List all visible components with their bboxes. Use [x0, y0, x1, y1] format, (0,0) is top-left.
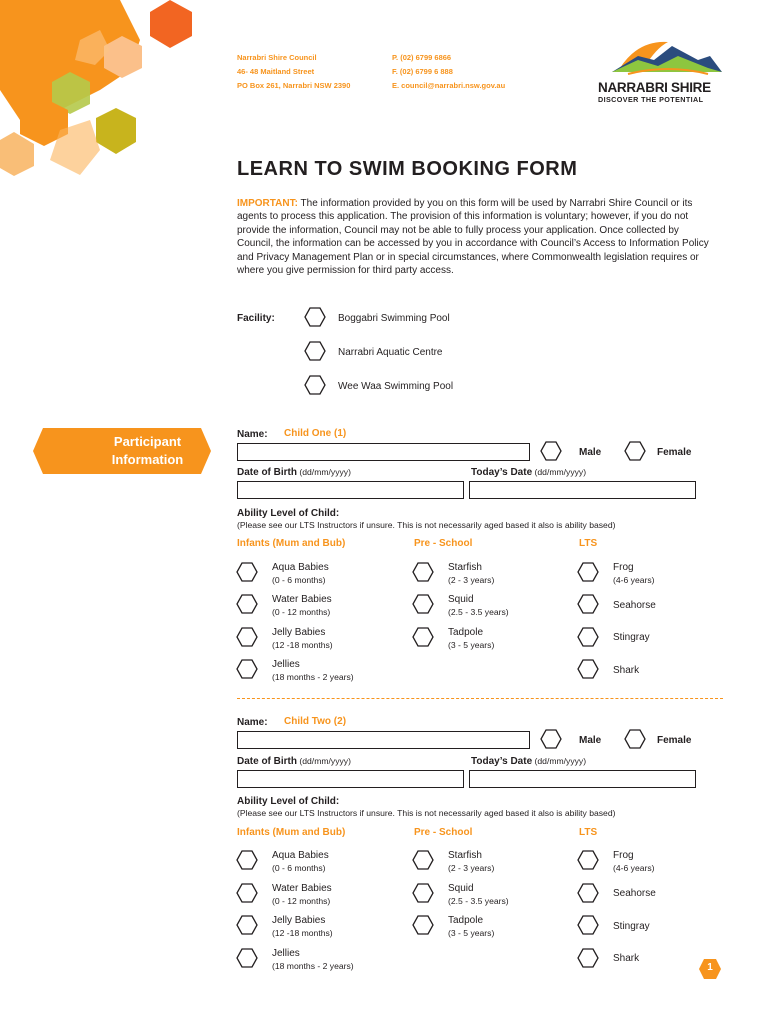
level-name: Aqua Babies [272, 850, 329, 861]
level-age: (12 -18 months) [272, 640, 333, 650]
dob-label: Date of Birth (dd/mm/yyyy) [237, 756, 351, 767]
level-checkbox-seahorse[interactable] [577, 883, 599, 903]
level-name: Stingray [613, 921, 650, 932]
male-label: Male [579, 447, 602, 458]
level-checkbox-jellies[interactable] [236, 659, 258, 679]
level-age: (2 - 3 years) [448, 575, 495, 585]
name-label: Name: [237, 429, 268, 440]
level-age: (2.5 - 3.5 years) [448, 607, 509, 617]
facility-checkbox-boggabri[interactable] [304, 307, 326, 327]
level-name: Shark [613, 665, 640, 676]
level-age: (0 - 6 months) [272, 863, 326, 873]
level-checkbox-shark[interactable] [577, 659, 599, 679]
facility-option-label: Boggabri Swimming Pool [338, 313, 450, 324]
child-one-female-checkbox[interactable] [624, 441, 646, 461]
level-checkbox-jelly-babies[interactable] [236, 915, 258, 935]
facility-checkbox-narrabri[interactable] [304, 341, 326, 361]
section-divider [237, 698, 723, 699]
level-age: (4-6 years) [613, 575, 655, 585]
level-name: Jellies [272, 659, 300, 670]
level-name: Starfish [448, 850, 482, 861]
level-age: (18 months - 2 years) [272, 672, 354, 682]
level-checkbox-tadpole[interactable] [412, 627, 434, 647]
important-text: The information provided by you on this form will be used by Narrabri Shire Council or its agents to process this application. The provision of this information is voluntary; however, if you do not provide the information, Council may not be able to fully process your application. Once collected by Council, the information can be accessed by you in accordance with Council’s Access to Information Policy and Privacy Management Plan or in special circumstances, where Commonwealth legislation requires or where you give permission for third party access. [237, 198, 709, 277]
privacy-notice [237, 197, 709, 277]
level-checkbox-jellies[interactable] [236, 948, 258, 968]
level-age: (2.5 - 3.5 years) [448, 896, 509, 906]
category-infants: Infants (Mum and Bub) [237, 538, 346, 549]
logo-tagline: DISCOVER THE POTENTIAL [598, 95, 704, 104]
female-label: Female [657, 447, 692, 458]
form-title: LEARN TO SWIM BOOKING FORM [237, 158, 578, 180]
level-checkbox-shark[interactable] [577, 948, 599, 968]
level-age: (3 - 5 years) [448, 928, 495, 938]
level-checkbox-water-babies[interactable] [236, 883, 258, 903]
level-checkbox-frog[interactable] [577, 850, 599, 870]
level-name: Jelly Babies [272, 915, 326, 926]
facility-option-label: Narrabri Aquatic Centre [338, 347, 443, 358]
level-name: Water Babies [272, 594, 332, 605]
level-checkbox-squid[interactable] [412, 883, 434, 903]
child-two-name-input[interactable] [237, 731, 530, 749]
child-two-male-checkbox[interactable] [540, 729, 562, 749]
logo-name: NARRABRI SHIRE [598, 80, 711, 95]
child-one-dob-input[interactable] [237, 481, 464, 499]
child-two-todays-date-input[interactable] [469, 770, 696, 788]
level-age: (4-6 years) [613, 863, 655, 873]
child-two-label: Child Two (2) [284, 716, 347, 727]
child-one-male-checkbox[interactable] [540, 441, 562, 461]
logo-mountain-icon [598, 34, 728, 76]
level-checkbox-tadpole[interactable] [412, 915, 434, 935]
child-one-todays-date-input[interactable] [469, 481, 696, 499]
level-checkbox-squid[interactable] [412, 594, 434, 614]
phone-number: P. (02) 6799 6866 [392, 53, 452, 62]
name-label: Name: [237, 717, 268, 728]
address-line-1: 46- 48 Maitland Street [237, 67, 315, 76]
email-address[interactable]: E. council@narrabri.nsw.gov.au [392, 81, 506, 90]
level-checkbox-seahorse[interactable] [577, 594, 599, 614]
level-name: Frog [613, 850, 634, 861]
level-checkbox-stingray[interactable] [577, 627, 599, 647]
child-one-label: Child One (1) [284, 428, 347, 439]
level-name: Aqua Babies [272, 562, 329, 573]
page-number: 1 [707, 962, 713, 973]
level-name: Squid [448, 594, 474, 605]
facility-checkbox-weewaa[interactable] [304, 375, 326, 395]
todays-date-label: Today’s Date (dd/mm/yyyy) [471, 467, 587, 478]
male-label: Male [579, 735, 602, 746]
level-checkbox-starfish[interactable] [412, 850, 434, 870]
level-name: Stingray [613, 632, 650, 643]
category-preschool: Pre - School [414, 538, 473, 549]
level-age: (3 - 5 years) [448, 640, 495, 650]
narrabri-logo [598, 34, 728, 104]
level-name: Jellies [272, 948, 300, 959]
level-checkbox-starfish[interactable] [412, 562, 434, 582]
ability-note: (Please see our LTS Instructors if unsure. This is not necessarily aged based it also is ability based) [237, 808, 616, 818]
org-name: Narrabri Shire Council [237, 53, 317, 62]
level-name: Jelly Babies [272, 627, 326, 638]
facility-option-label: Wee Waa Swimming Pool [338, 381, 454, 392]
level-name: Shark [613, 953, 640, 964]
level-age: (12 -18 months) [272, 928, 333, 938]
level-age: (2 - 3 years) [448, 863, 495, 873]
level-name: Tadpole [448, 915, 484, 926]
ability-label: Ability Level of Child: [237, 796, 340, 807]
level-checkbox-frog[interactable] [577, 562, 599, 582]
address-line-2: PO Box 261, Narrabri NSW 2390 [237, 81, 351, 90]
level-checkbox-aqua-babies[interactable] [236, 562, 258, 582]
level-checkbox-jelly-babies[interactable] [236, 627, 258, 647]
level-age: (0 - 12 months) [272, 896, 331, 906]
category-infants: Infants (Mum and Bub) [237, 827, 346, 838]
todays-date-label: Today’s Date (dd/mm/yyyy) [471, 756, 587, 767]
level-name: Frog [613, 562, 634, 573]
category-lts: LTS [579, 538, 598, 549]
child-one-name-input[interactable] [237, 443, 530, 461]
participant-info-tab: Participant Information [111, 434, 184, 467]
fax-number: F. (02) 6799 6 888 [392, 67, 453, 76]
child-two-dob-input[interactable] [237, 770, 464, 788]
level-name: Seahorse [613, 888, 656, 899]
level-checkbox-stingray[interactable] [577, 915, 599, 935]
level-age: (0 - 6 months) [272, 575, 326, 585]
level-checkbox-aqua-babies[interactable] [236, 850, 258, 870]
level-name: Starfish [448, 562, 482, 573]
dob-label: Date of Birth (dd/mm/yyyy) [237, 467, 351, 478]
category-lts: LTS [579, 827, 598, 838]
ability-note: (Please see our LTS Instructors if unsure. This is not necessarily aged based it also is ability based) [237, 520, 616, 530]
facility-label: Facility: [237, 313, 275, 324]
level-age: (0 - 12 months) [272, 607, 331, 617]
level-name: Seahorse [613, 600, 656, 611]
level-name: Tadpole [448, 627, 484, 638]
decorative-hexagon-pattern [0, 0, 200, 180]
female-label: Female [657, 735, 692, 746]
ability-label: Ability Level of Child: [237, 508, 340, 519]
child-two-female-checkbox[interactable] [624, 729, 646, 749]
important-label: IMPORTANT: [237, 198, 298, 209]
level-name: Squid [448, 883, 474, 894]
level-name: Water Babies [272, 883, 332, 894]
category-preschool: Pre - School [414, 827, 473, 838]
level-checkbox-water-babies[interactable] [236, 594, 258, 614]
level-age: (18 months - 2 years) [272, 961, 354, 971]
